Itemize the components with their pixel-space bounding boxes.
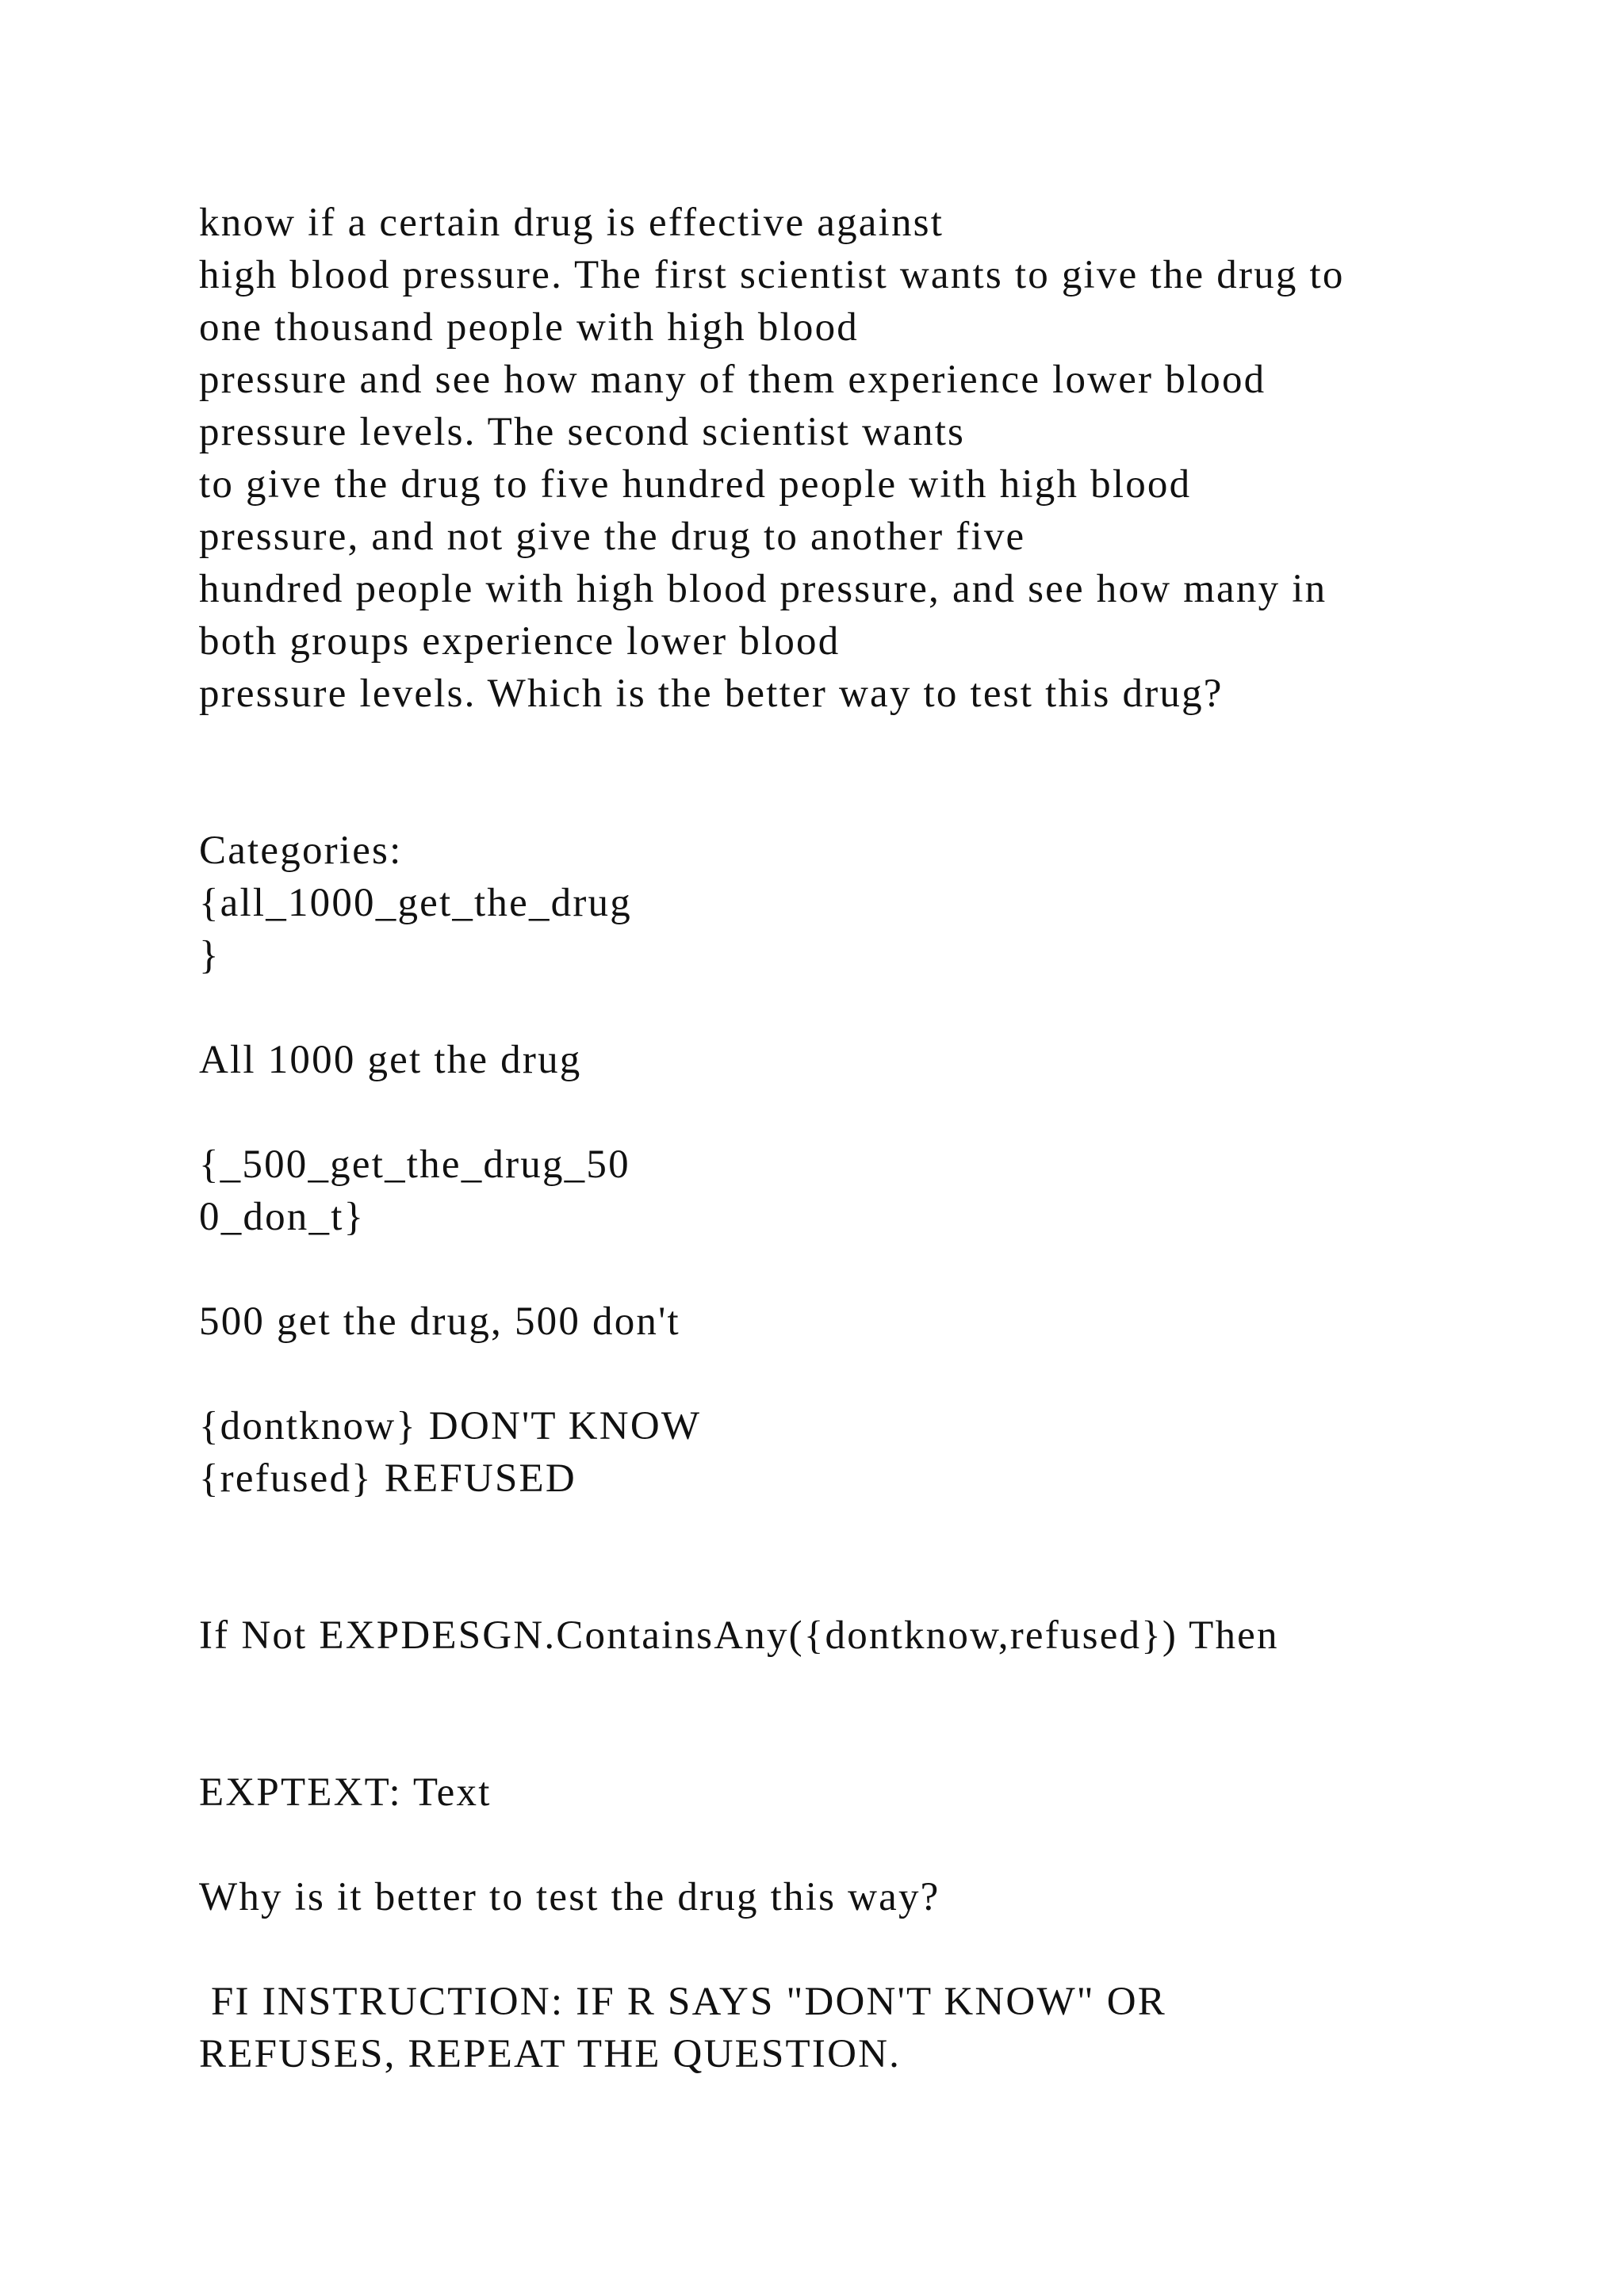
category-1-code-line-2: }	[199, 933, 220, 978]
category-1-label: All 1000 get the drug	[199, 1038, 582, 1082]
question-line-2: high blood pressure. The first scientist wants to give the drug to	[199, 253, 1345, 297]
category-dontknow: {dontknow} DON'T KNOW	[199, 1404, 702, 1448]
fi-instruction-line-1: FI INSTRUCTION: IF R SAYS "DON'T KNOW" OR	[199, 1980, 1167, 2024]
question-line-10: pressure levels. Which is the better way to test this drug?	[199, 672, 1224, 716]
category-2-code-line-1: {_500_get_the_drug_50	[199, 1142, 630, 1187]
question-line-6: to give the drug to five hundred people with high blood	[199, 462, 1192, 507]
followup-question: Why is it better to test the drug this way?	[199, 1875, 940, 1919]
question-line-7: pressure, and not give the drug to another five	[199, 515, 1026, 559]
category-1-code-line-1: {all_1000_get_the_drug	[199, 881, 632, 925]
category-2-label: 500 get the drug, 500 don't	[199, 1299, 680, 1344]
question-line-1: know if a certain drug is effective against	[199, 201, 944, 245]
exptext-heading: EXPTEXT: Text	[199, 1770, 492, 1815]
question-line-4: pressure and see how many of them experience lower blood	[199, 358, 1266, 402]
question-line-3: one thousand people with high blood	[199, 305, 859, 350]
question-line-8: hundred people with high blood pressure, and see how many in	[199, 567, 1327, 611]
question-line-5: pressure levels. The second scientist wants	[199, 410, 966, 454]
category-refused: {refused} REFUSED	[199, 1456, 576, 1501]
categories-heading: Categories:	[199, 828, 403, 873]
category-2-code-line-2: 0_don_t}	[199, 1195, 366, 1239]
question-line-9: both groups experience lower blood	[199, 619, 841, 664]
condition-statement: If Not EXPDESGN.ContainsAny({dontknow,refused}) Then	[199, 1613, 1279, 1658]
fi-instruction-line-2: REFUSES, REPEAT THE QUESTION.	[199, 2032, 902, 2076]
